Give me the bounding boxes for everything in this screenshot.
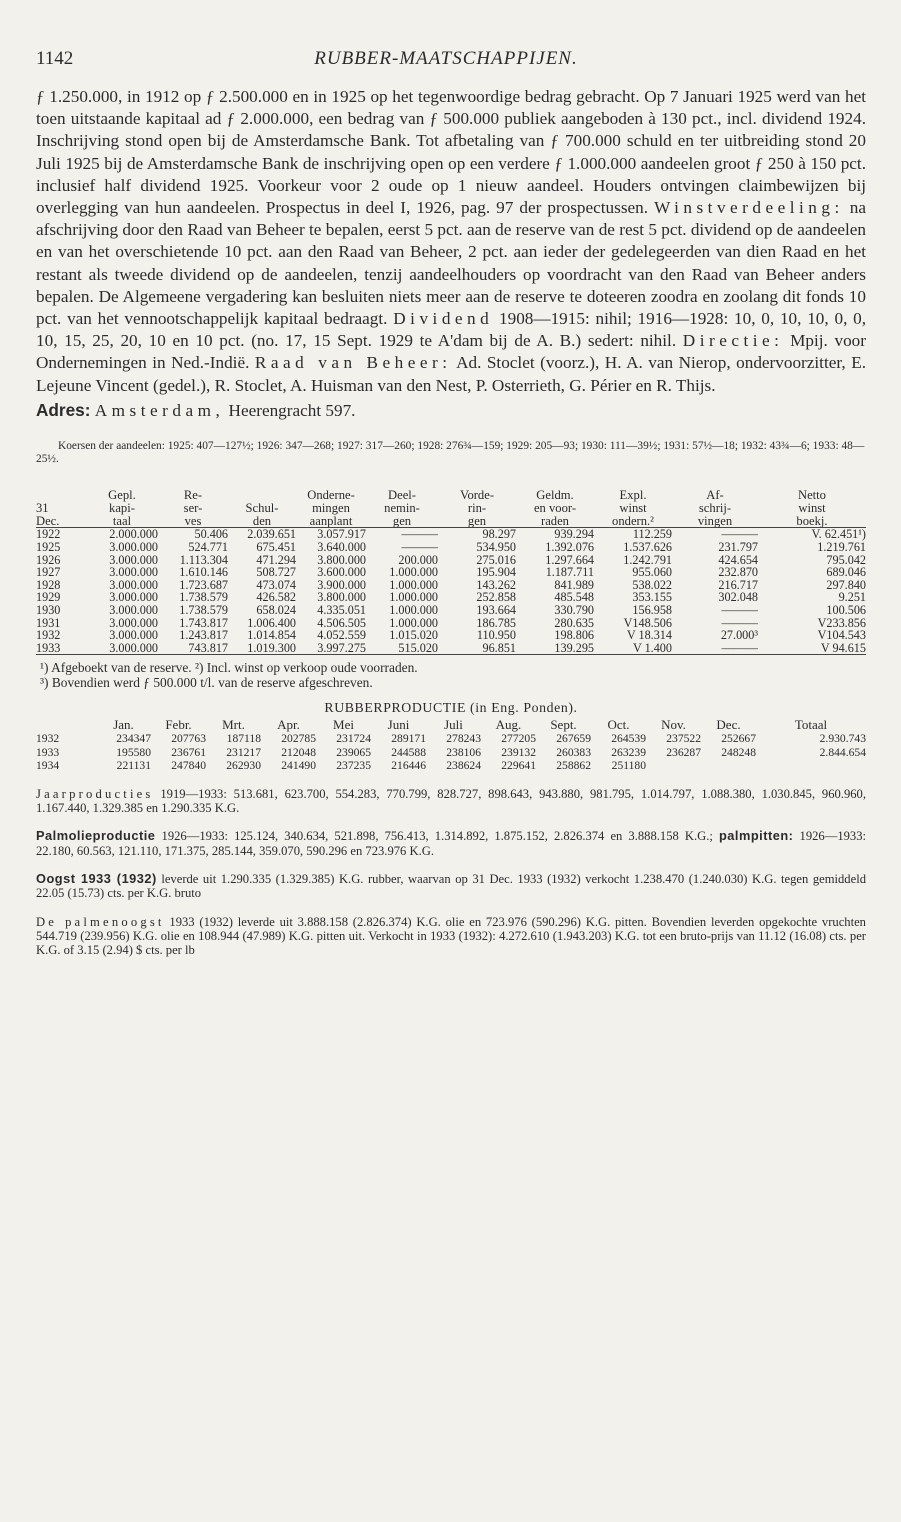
table-cell: 3.800.000	[317, 553, 366, 567]
financial-table-row	[36, 566, 866, 579]
table-cell: 939.294	[554, 527, 594, 542]
header-cell: Deel-	[388, 489, 416, 502]
table-cell: 534.950	[476, 541, 516, 554]
table-cell: 1.000.000	[389, 603, 438, 617]
table-cell: 50.406	[194, 527, 228, 542]
table-cell	[701, 759, 756, 773]
palm-oil-label: Palmolieproductie	[36, 828, 156, 844]
table-cell: 239132	[501, 745, 536, 759]
financial-table-row	[36, 541, 866, 554]
header-cell: Vorde-	[459, 489, 495, 502]
table-cell: 3.000.000	[109, 603, 158, 617]
table-cell: 236761	[171, 745, 206, 759]
table-cell: ———	[721, 527, 758, 542]
palm-oil-production	[36, 829, 866, 858]
table-cell: 248248	[721, 745, 756, 759]
harvest-label: Oogst 1933 (1932)	[36, 870, 157, 886]
header-cell: mingen	[312, 501, 350, 515]
table-cell: V233.856	[817, 616, 866, 630]
table-cell: 1.000.000	[389, 566, 438, 579]
table-cell: 1.610.146	[179, 566, 228, 579]
header-cell: gen	[438, 515, 516, 528]
header-cell: winst	[619, 501, 647, 515]
table-cell: 1.006.400	[247, 616, 296, 630]
table-cell: 955.060	[632, 566, 672, 579]
header-cell: Dec.	[36, 515, 86, 528]
table-cell: 3.057.917	[317, 527, 366, 542]
table-cell: 3.000.000	[109, 591, 158, 604]
table-cell: 221131	[116, 759, 151, 773]
rubber-production-title: RUBBERPRODUCTIE (in Eng. Ponden).	[324, 700, 578, 716]
table-cell: 2.844.654	[819, 745, 866, 759]
table-cell: 195580	[116, 745, 151, 759]
table-cell: 524.771	[188, 541, 228, 554]
table-cell: 658.024	[256, 603, 296, 617]
header-cell: Re-	[183, 489, 203, 502]
header-cell: 31	[36, 501, 49, 515]
table-cell: 1928	[36, 578, 61, 592]
table-cell: 1.015.020	[389, 629, 438, 642]
table-cell: 237235	[336, 759, 371, 773]
financial-table-row	[36, 604, 866, 617]
harvest-paragraph	[36, 872, 866, 901]
table-cell: 1.014.854	[247, 629, 296, 642]
address-city: Amsterdam,	[94, 400, 225, 420]
table-cell: 100.506	[826, 603, 866, 617]
table-cell: 238624	[446, 759, 481, 773]
table-cell: 1.738.579	[179, 591, 228, 604]
table-cell: 1932	[36, 629, 61, 642]
table-cell: 244588	[391, 745, 426, 759]
table-cell: 96.851	[438, 642, 516, 655]
share-prices: Koersen der aandeelen: 1925: 407—127½; 1926: 347—268; 1927: 317—260; 1928: 276¾—159; 1929: 205—93; 1930: 111—39½; 1931: 57½—18; 1932: 43¾—6; 1933: 48—25½.	[36, 439, 865, 466]
table-cell: 143.262	[476, 578, 516, 592]
table-cell: 1.743.817	[179, 616, 228, 630]
annual-production	[36, 787, 866, 816]
table-cell: 3.900.000	[317, 578, 366, 592]
header-cell	[36, 489, 86, 502]
table-cell: 231.797	[718, 541, 758, 554]
header-cell: Oct.	[607, 718, 630, 732]
table-cell: 3.000.000	[109, 578, 158, 592]
rubber-table-body	[36, 732, 866, 773]
table-cell: 247840	[171, 759, 206, 773]
table-cell: 485.548	[554, 591, 594, 604]
table-cell: 1.537.626	[623, 541, 672, 554]
table-cell: 1.000.000	[389, 616, 438, 630]
annual-production-text: 1919—1933: 513.681, 623.700, 554.283, 770.799, 828.727, 898.643, 943.880, 981.795, 1.014.797, 1.088.380, 1.030.845, 960.960, 1.167.440, 1.329.385 en 1.290.335 K.G.	[36, 786, 866, 816]
financial-header-row-2	[36, 502, 866, 515]
table-cell: 277205	[501, 731, 536, 745]
capital-history-text: ƒ 1.250.000, in 1912 op ƒ 2.500.000 en in 1925 op het tegenwoordige bedrag gebracht. Op 7 Januari 1925 werd van het toen uitstaande kapitaal ad ƒ 2.000.000, een bedrag van ƒ 500.000 publiek aangeboden à 130 pct., incl. dividend 1924. Inschrijving stond open bij de Amsterdamsche Bank. Tot afbetaling van ƒ 700.000 schuld en ter uitbreiding stond 20 Juli 1925 bij de Amsterdamsche Bank de inschrijving open op een verdere ƒ 1.000.000 aandeelen groot ƒ 250 à 150 pct. inclusief half dividend 1925. Voorkeur voor 2 oude op 1 nieuw aandeel. Houders ontvingen claimbewijzen bij overlegging van hun aandeelen. Prospectus in deel I, 1926, pag. 97 der prospectussen.	[36, 87, 866, 218]
profit-distribution-label: Winstverdeeling:	[654, 198, 844, 218]
dividend-label: Dividend	[393, 309, 494, 329]
profit-distribution-text: na afschrijving door den Raad van Beheer te bepalen, eerst 5 pct. aan de reserve van de rest 5 pct. dividend op de aandeelen en van het overschietende 10 pct. aan den Raad van Beheer, 2 pct. aan ieder der gedelegeerden van dien Raad en het restant als tweede dividend op de aandeelen, tenzij aandeelhouders op voordracht van den Raad van Beheer anders bepalen. De Algemeene vergadering kan besluiten niets meer aan de reserve te doteeren zoodra en zoolang dit fonds 10 pct. van het vennootschappelijk kapitaal bedraagt.	[36, 198, 867, 329]
footnote-2: ³) Bovendien werd ƒ 500.000 t/l. van de reserve afgeschreven.	[40, 674, 373, 690]
table-cell: 2.930.743	[819, 731, 866, 745]
table-cell: 1926	[36, 553, 61, 567]
financial-table-row	[36, 579, 866, 592]
table-cell: 302.048	[718, 591, 758, 604]
table-cell: 262930	[226, 759, 261, 773]
table-cell: 27.000³	[720, 629, 758, 642]
table-cell: 207763	[171, 731, 206, 745]
table-cell: 1.000.000	[389, 591, 438, 604]
financial-table-row	[36, 591, 866, 604]
table-cell: V 18.314	[626, 629, 672, 642]
table-cell: 689.046	[826, 566, 866, 579]
palm-harvest-text: 1933 (1932) leverde uit 3.888.158 (2.826.374) K.G. olie en 723.976 (590.296) K.G. pitten. Bovendien leverden opgekochte vruchten 544.719 (239.956) K.G. olie en 108.944 (47.989) K.G. pitten uit. Verkocht in 1933 (1932): 4.272.610 (1.943.203) K.G. tot een bruto-prijs van 11.12 (16.08) cts. per K.G. of 3.15 (2.94) $ cts. per lb	[36, 914, 866, 958]
header-cell: Febr.	[165, 718, 192, 732]
header-cell: Af-	[706, 489, 724, 502]
header-cell	[36, 718, 96, 732]
table-cell: 263239	[611, 745, 646, 759]
table-cell: 1929	[36, 591, 61, 604]
table-cell: V 1.400	[594, 642, 672, 655]
table-cell: 260383	[556, 745, 591, 759]
table-cell: 1.219.761	[817, 541, 866, 554]
financial-header-row-1	[36, 489, 866, 502]
table-cell: ———	[401, 541, 438, 554]
footnote-1: ¹) Afgeboekt van de reserve. ²) Incl. winst op verkoop oude voorraden.	[40, 660, 418, 676]
header-cell: vingen	[672, 515, 758, 528]
header-cell: ser-	[183, 501, 203, 515]
table-cell: 3.000.000	[109, 553, 158, 567]
table-cell: 195.904	[476, 566, 516, 579]
table-cell: 231724	[336, 731, 371, 745]
header-cell: boekj.	[758, 515, 866, 528]
table-cell: 3.600.000	[317, 566, 366, 579]
page-header	[36, 48, 866, 78]
table-cell: 267659	[556, 731, 591, 745]
table-cell: 198.806	[554, 629, 594, 642]
table-cell: 471.294	[256, 553, 296, 567]
header-cell: kapi-	[109, 501, 135, 515]
header-cell: en voor-	[533, 501, 577, 515]
table-cell: 426.582	[256, 591, 296, 604]
table-cell: 3.800.000	[317, 591, 366, 604]
table-cell: 289171	[391, 731, 426, 745]
board-text: Ad. Stoclet (voorz.), H. A. van Nierop, ondervoorzitter, E. Lejeune Vincent (gedel.), R. Stoclet, A. Huisman van den Nest, P. Osterrieth, G. Périer en R. Thijs.	[36, 353, 866, 395]
table-cell: 258862	[556, 759, 591, 773]
directie-text: Mpij. voor Ondernemingen in Ned.-Indië.	[36, 331, 866, 373]
table-cell: 1933	[36, 745, 60, 759]
table-cell: 1927	[36, 566, 61, 579]
header-cell: Totaal	[794, 718, 828, 732]
financial-table-row	[36, 617, 866, 630]
table-cell: 264539	[611, 731, 646, 745]
table-cell: 241490	[281, 759, 316, 773]
table-cell: 239065	[336, 745, 371, 759]
table-cell: 252667	[721, 731, 756, 745]
table-cell: 1.019.300	[228, 642, 296, 655]
header-cell: Juni	[387, 718, 410, 732]
table-cell: V104.543	[817, 629, 866, 642]
table-cell: ———	[672, 642, 758, 655]
table-cell: 538.022	[632, 578, 672, 592]
header-cell: gen	[366, 515, 438, 528]
table-cell: 1.738.579	[179, 603, 228, 617]
table-cell: 202785	[281, 731, 316, 745]
table-cell: 2.000.000	[109, 527, 158, 542]
rubber-production-table	[36, 718, 866, 772]
palm-harvest-paragraph	[36, 915, 866, 958]
table-cell: 186.785	[476, 616, 516, 630]
table-cell: 1933	[36, 642, 86, 655]
table-cell: 3.000.000	[109, 566, 158, 579]
table-cell: 3.000.000	[86, 642, 158, 655]
table-cell: V. 62.451¹)	[811, 527, 866, 542]
table-cell: 841.989	[554, 578, 594, 592]
table-cell: 508.727	[256, 566, 296, 579]
table-cell: 1.392.076	[545, 541, 594, 554]
header-cell: Nov.	[661, 718, 686, 732]
table-cell: 1.113.304	[179, 553, 228, 567]
table-cell: 1932	[36, 731, 60, 745]
table-cell	[646, 759, 701, 773]
palm-harvest-label: De palmenoogst	[36, 914, 165, 929]
header-cell: Netto	[798, 489, 826, 502]
header-cell: nemin-	[384, 501, 420, 515]
company-paragraph	[36, 86, 866, 397]
palm-kernels-label: palmpitten:	[718, 828, 794, 844]
table-cell: 216.717	[718, 578, 758, 592]
header-cell	[228, 489, 296, 502]
table-cell: 139.295	[516, 642, 594, 655]
header-cell: Schul-	[245, 501, 279, 515]
table-cell: 187118	[226, 731, 261, 745]
header-cell: raden	[516, 515, 594, 528]
table-cell: 193.664	[476, 603, 516, 617]
footnotes	[36, 661, 866, 690]
address-label: Adres:	[36, 399, 91, 420]
table-cell: 3.000.000	[109, 541, 158, 554]
table-cell: 234347	[116, 731, 151, 745]
table-cell: 1931	[36, 616, 61, 630]
table-cell: 238106	[446, 745, 481, 759]
table-cell: 232.870	[718, 566, 758, 579]
palm-kernels-text: 1926—1933: 22.180, 60.563, 121.110, 171.375, 285.144, 359.070, 590.296 en 723.976 K.G.	[36, 829, 866, 858]
table-cell: 236287	[666, 745, 701, 759]
financial-table-row	[36, 629, 866, 642]
table-cell: 1.000.000	[389, 578, 438, 592]
table-cell: V 94.615	[758, 642, 866, 655]
financial-table-body	[36, 528, 866, 655]
header-cell: Apr.	[277, 718, 300, 732]
table-cell: 251180	[611, 759, 646, 773]
address-line	[36, 399, 866, 422]
rubber-header-row	[36, 718, 866, 732]
board-label: Raad van Beheer:	[254, 353, 452, 373]
table-cell: 473.074	[256, 578, 296, 592]
harvest-text: leverde uit 1.290.335 (1.329.385) K.G. rubber, waarvan op 31 Dec. 1933 (1932) verkocht 1.238.470 (1.240.030) K.G. tegen gemiddeld 22.05 (15.73) cts. per K.G. bruto	[36, 871, 866, 901]
financial-table-row	[36, 554, 866, 567]
table-cell: 1.297.664	[545, 553, 594, 567]
rubber-table-row	[36, 746, 866, 760]
running-title: RUBBER-MAATSCHAPPIJEN.	[314, 48, 578, 69]
header-cell: Aug.	[495, 718, 522, 732]
dividend-text: 1908—1915: nihil; 1916—1928: 10, 0, 10, 10, 0, 0, 10, 15, 25, 20, 10 en 10 pct. (no. 17, 15 Sept. 1929 te A'dam bij de A. B.) sedert: nihil.	[36, 309, 867, 351]
table-cell: 98.297	[482, 527, 516, 542]
header-cell: taal	[86, 515, 158, 528]
header-cell: Gepl.	[108, 489, 136, 502]
header-cell: Mrt.	[222, 718, 245, 732]
annual-production-label: Jaarproducties	[36, 786, 154, 801]
table-cell: 252.858	[476, 591, 516, 604]
header-cell: ondern.²	[594, 515, 672, 528]
palm-oil-text: 1926—1933: 125.124, 340.634, 521.898, 756.413, 1.314.892, 1.875.152, 2.826.374 en 3.888.158 K.G.;	[161, 829, 713, 844]
table-cell: 1.723.687	[179, 578, 228, 592]
table-cell: 795.042	[826, 553, 866, 567]
table-cell: 1934	[36, 759, 60, 773]
table-cell: 275.016	[476, 553, 516, 567]
table-cell: 200.000	[398, 553, 438, 567]
table-cell: ———	[721, 616, 758, 630]
address-street: Heerengracht 597.	[228, 400, 356, 420]
table-cell: 3.000.000	[109, 616, 158, 630]
table-cell: 2.039.651	[247, 527, 296, 542]
table-cell: 231217	[226, 745, 261, 759]
table-cell: 278243	[446, 731, 481, 745]
table-cell: 110.950	[476, 629, 516, 642]
table-cell: 675.451	[256, 541, 296, 554]
table-cell: 216446	[391, 759, 426, 773]
table-cell: 229641	[501, 759, 536, 773]
rubber-table-row	[36, 732, 866, 746]
header-cell: Onderne-	[307, 489, 355, 502]
table-cell: 297.840	[826, 578, 866, 592]
financial-table	[36, 489, 866, 655]
table-cell: 3.640.000	[317, 541, 366, 554]
table-cell: 156.958	[632, 603, 672, 617]
table-cell: 1925	[36, 541, 61, 554]
header-cell: Expl.	[619, 489, 647, 502]
table-cell: 4.506.505	[317, 616, 366, 630]
table-cell: ———	[721, 603, 758, 617]
financial-table-row	[36, 528, 866, 541]
rubber-table-row	[36, 759, 866, 773]
financial-header-row-3	[36, 515, 866, 528]
table-cell: 3.997.275	[296, 642, 366, 655]
table-cell: ———	[401, 527, 438, 542]
header-cell: Juli	[444, 718, 463, 732]
table-cell: V148.506	[623, 616, 672, 630]
header-cell: aanplant	[296, 515, 366, 528]
page-number: 1142	[36, 48, 74, 69]
header-cell: winst	[798, 501, 826, 515]
table-cell: 1.187.711	[545, 566, 594, 579]
table-cell: 1.242.791	[623, 553, 672, 567]
header-cell: Mei	[333, 718, 354, 732]
table-cell: 515.020	[366, 642, 438, 655]
document-page	[36, 48, 866, 957]
table-cell: 112.259	[632, 527, 672, 542]
table-cell: 1.243.817	[179, 629, 228, 642]
header-cell: rin-	[467, 501, 487, 515]
directie-label: Directie:	[682, 331, 784, 351]
table-cell: 424.654	[718, 553, 758, 567]
header-cell: schrij-	[698, 501, 732, 515]
table-cell: 743.817	[158, 642, 228, 655]
header-cell: Geldm.	[536, 489, 574, 502]
table-cell: 9.251	[838, 591, 866, 604]
header-cell: Jan.	[113, 718, 134, 732]
table-cell: 280.635	[554, 616, 594, 630]
table-cell: 3.000.000	[109, 629, 158, 642]
table-cell: 1922	[36, 527, 61, 542]
table-cell: 4.052.559	[317, 629, 366, 642]
header-cell: Sept.	[550, 718, 577, 732]
table-cell: 353.155	[632, 591, 672, 604]
header-cell: ves	[158, 515, 228, 528]
table-cell: 4.335.051	[317, 603, 366, 617]
table-cell: 330.790	[554, 603, 594, 617]
financial-table-row	[36, 642, 866, 655]
header-cell: den	[228, 515, 296, 528]
header-cell: Dec.	[716, 718, 741, 732]
table-cell: 1930	[36, 603, 61, 617]
table-cell	[756, 759, 866, 773]
table-cell: 237522	[666, 731, 701, 745]
table-cell: 212048	[281, 745, 316, 759]
